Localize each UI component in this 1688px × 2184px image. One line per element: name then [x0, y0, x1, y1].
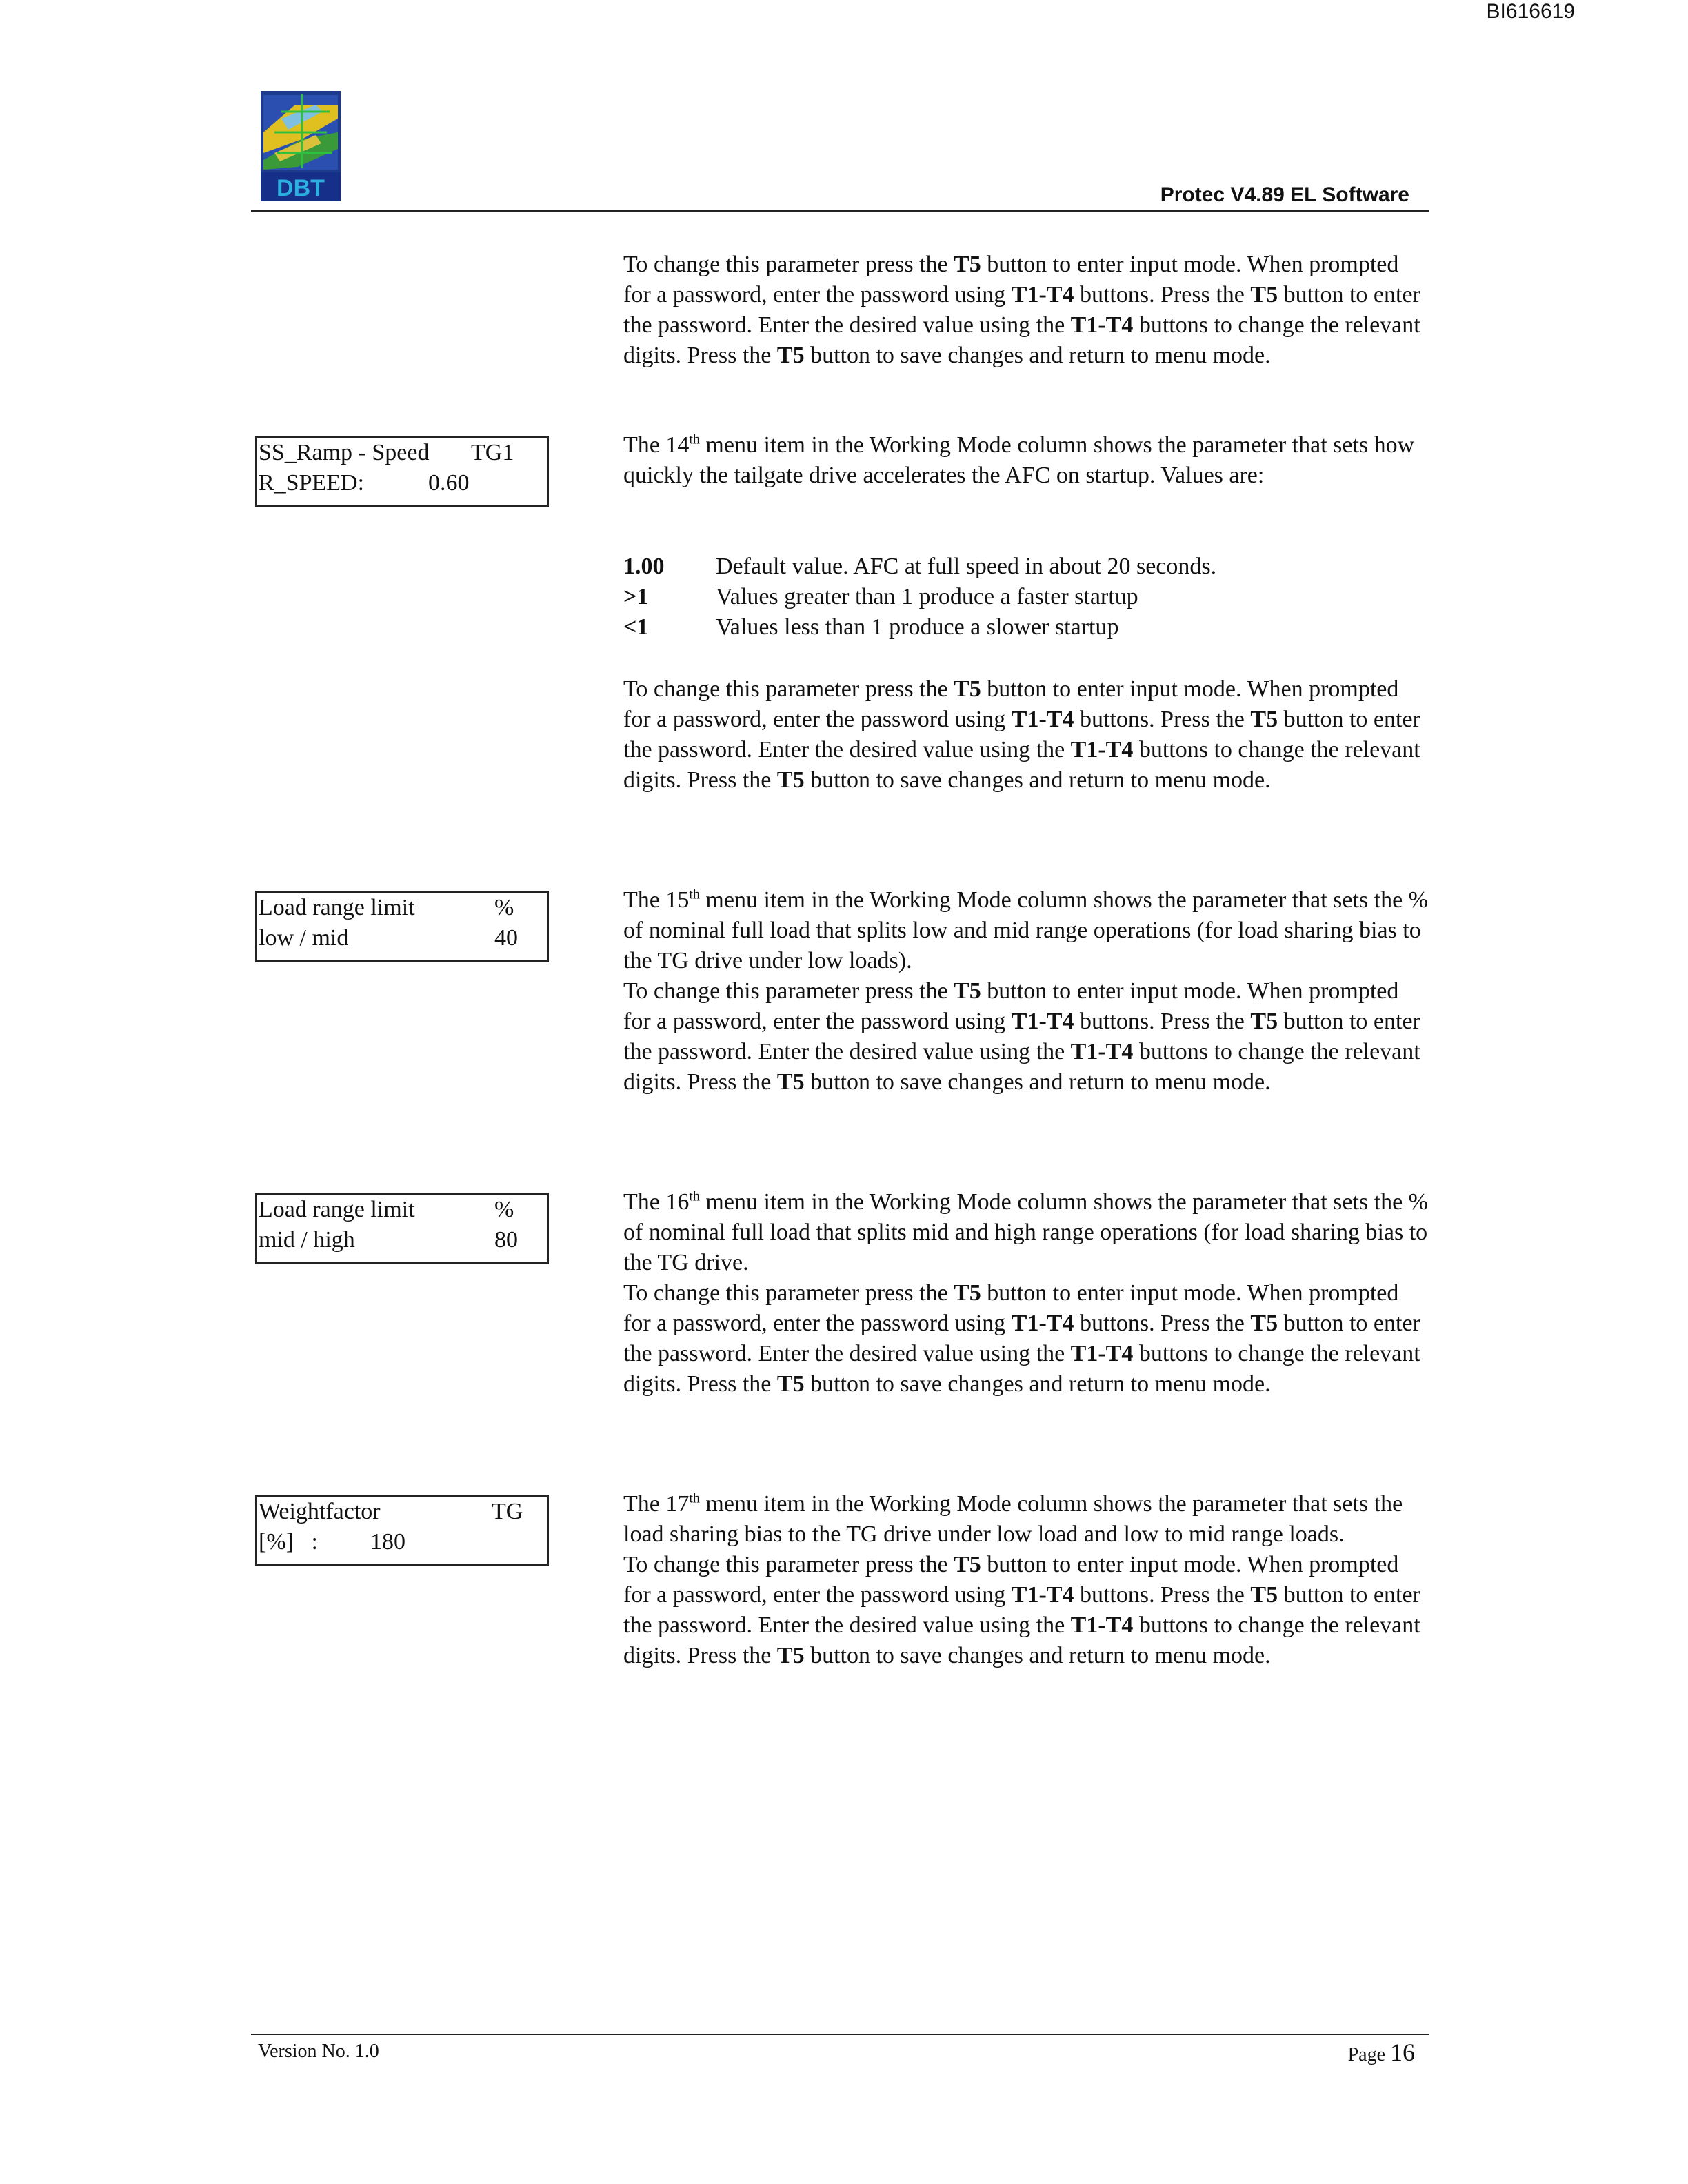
lcd-display-weightfactor [255, 1495, 549, 1566]
lcd-label: low / mid [259, 925, 349, 951]
logo-graphic [261, 91, 341, 201]
lcd-label: SS_Ramp - Speed [259, 440, 430, 465]
footer-page-number: Page 16 [1347, 2039, 1415, 2066]
values-row: <1 Values less than 1 produce a slower startup [623, 614, 1119, 640]
header-title: Protec V4.89 EL Software [1160, 183, 1409, 206]
instruction-text: To change this parameter press the T5 button to enter input mode. When prompted for a password, enter the password using T1-T4 buttons. Press the T5 button to enter the password. Enter the desired value using the T1-T4 buttons to change the relevant digits. Press the T5 button to save changes and return to menu mode. [623, 252, 1420, 368]
lcd-label: mid / high [259, 1227, 355, 1253]
lcd-label: R_SPEED: [259, 470, 365, 496]
lcd-unit: TG [492, 1499, 523, 1524]
lcd-label: Weightfactor [259, 1499, 381, 1524]
lcd-display-load-range-low-mid [255, 891, 549, 962]
section-14-intro: The 14th menu item in the Working Mode column shows the parameter that sets how quickly the tailgate drive accelerates the AFC on startup. Values are: [623, 432, 1415, 488]
section-16-text: The 16th menu item in the Working Mode column shows the parameter that sets the % of nominal full load that splits mid and high range operations (for load sharing bias to the TG drive. To change this parameter press the T5 button to enter input mode. When prompted for a password, enter the password using T1-T4 buttons. Press the T5 button to enter the password. Enter the desired value using the T1-T4 buttons to change the relevant digits. Press the T5 button to save changes and return to menu mode. [623, 1189, 1428, 1397]
values-row: >1 Values greater than 1 produce a faster startup [623, 584, 1138, 609]
lcd-unit: % [494, 1197, 514, 1222]
lcd-label: [%] : [259, 1529, 318, 1555]
document-id: BI616619 [1486, 0, 1575, 23]
footer-version: Version No. 1.0 [258, 2041, 379, 2062]
values-row: 1.00 Default value. AFC at full speed in about 20 seconds. [623, 554, 1217, 579]
section-15-text: The 15th menu item in the Working Mode column shows the parameter that sets the % of nominal full load that splits low and mid range operations (for load sharing bias to the TG drive under low loads). To change this parameter press the T5 button to enter input mode. When prompted for a password, enter the password using T1-T4 buttons. Press the T5 button to enter the password. Enter the desired value using the T1-T4 buttons to change the relevant digits. Press the T5 button to save changes and return to menu mode. [623, 887, 1428, 1095]
lcd-unit: % [494, 895, 514, 920]
footer-rule [251, 2034, 1429, 2035]
lcd-display-ramp-speed [255, 436, 549, 507]
lcd-value: 80 [494, 1227, 518, 1253]
lcd-value: 40 [494, 925, 518, 951]
lcd-value: 180 [370, 1529, 405, 1555]
section-17-text: The 17th menu item in the Working Mode column shows the parameter that sets the load sharing bias to the TG drive under low load and low to mid range loads. To change this parameter press the T5 button to enter input mode. When prompted for a password, enter the password using T1-T4 buttons. Press the T5 button to enter the password. Enter the desired value using the T1-T4 buttons to change the relevant digits. Press the T5 button to save changes and return to menu mode. [623, 1490, 1420, 1668]
lcd-label: Load range limit [259, 895, 415, 920]
lcd-value: 0.60 [428, 470, 470, 496]
svg-text:DBT: DBT [277, 175, 325, 201]
instruction-paragraph-0 [623, 250, 1430, 371]
dbt-logo [261, 91, 341, 201]
lcd-label: Load range limit [259, 1197, 415, 1222]
header-rule [251, 210, 1429, 212]
lcd-unit: TG1 [471, 440, 514, 465]
values-table [623, 552, 1216, 643]
lcd-display-load-range-mid-high [255, 1193, 549, 1264]
instruction-paragraph-14: To change this parameter press the T5 button to enter input mode. When prompted for a password, enter the password using T1-T4 buttons. Press the T5 button to enter the password. Enter the desired value using the T1-T4 buttons to change the relevant digits. Press the T5 button to save changes and return to menu mode. [623, 676, 1420, 793]
